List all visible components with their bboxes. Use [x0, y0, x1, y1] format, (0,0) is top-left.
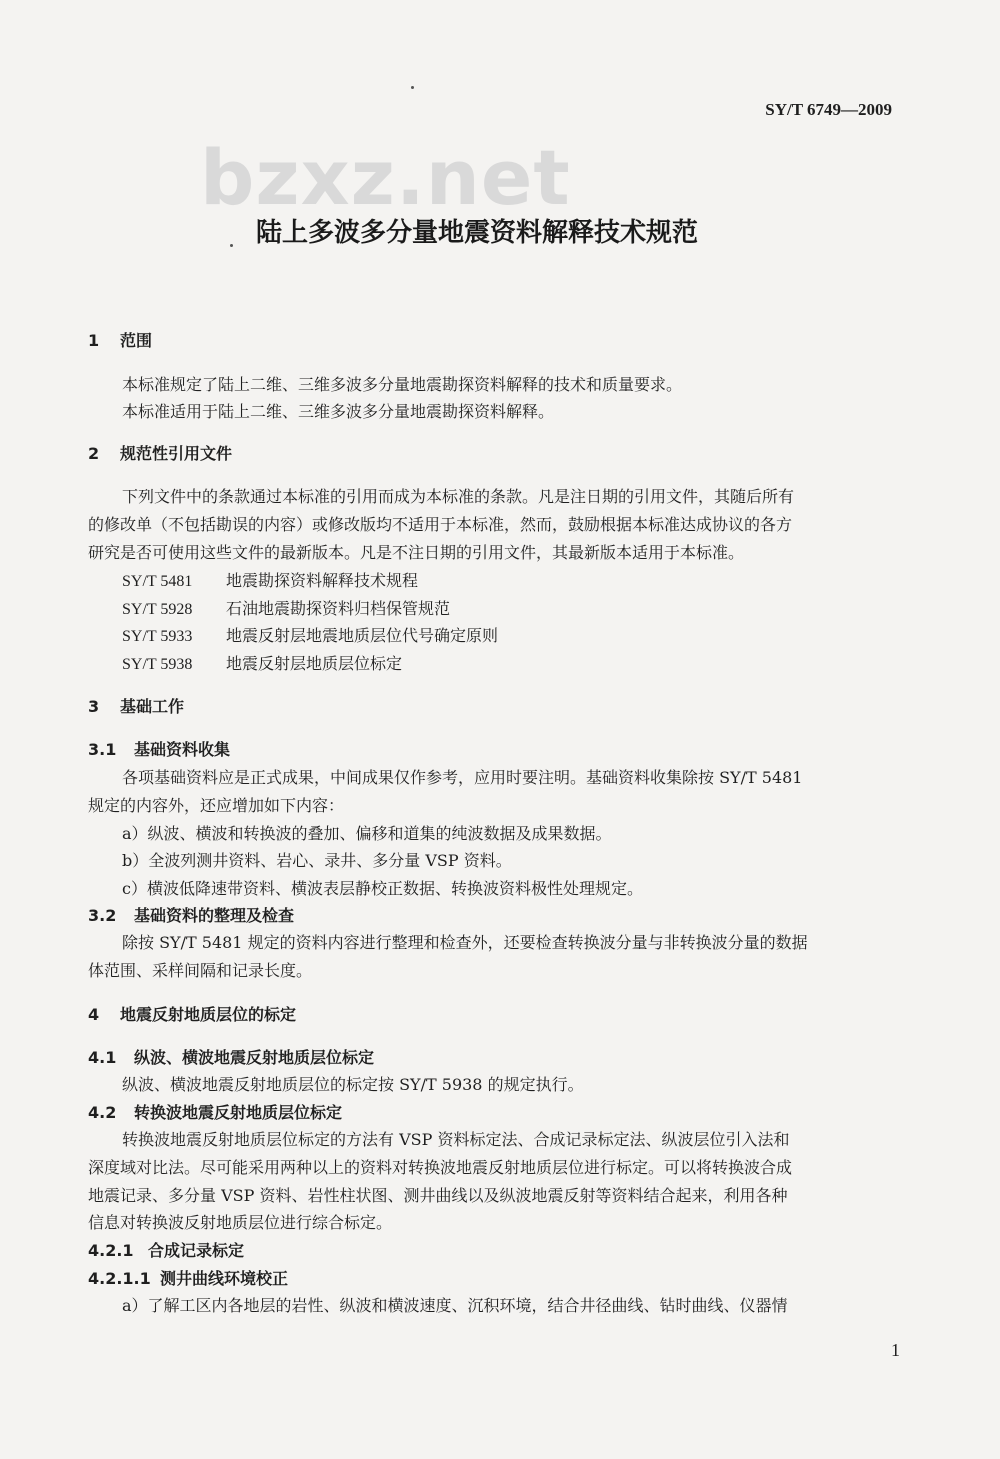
- section-number: 3: [88, 697, 100, 716]
- paragraph-line: 深度域对比法。尽可能采用两种以上的资料对转换波地震反射地质层位进行标定。可以将转换波合成: [88, 1158, 793, 1177]
- reference-item: [122, 651, 402, 674]
- section-title: 地震反射地质层位的标定: [120, 1005, 297, 1024]
- scan-speck: [230, 244, 233, 247]
- section-2-heading: [88, 441, 232, 464]
- reference-item: [122, 596, 450, 619]
- list-item: b）全波列测井资料、岩心、录井、多分量 VSP 资料。: [122, 851, 512, 870]
- list-item: a）了解工区内各地层的岩性、纵波和横波速度、沉积环境，结合井径曲线、钻时曲线、仪器情: [122, 1296, 788, 1315]
- subsection-number: 3.2: [88, 906, 117, 925]
- watermark: bzxz.net: [200, 133, 571, 222]
- reference-code: SY/T 5481: [122, 573, 193, 590]
- section-3-heading: [88, 694, 184, 717]
- paragraph: 本标准规定了陆上二维、三维多波多分量地震勘探资料解释的技术和质量要求。: [122, 375, 683, 394]
- subsection-4-2-1-heading: [88, 1238, 244, 1261]
- paragraph-line: 纵波、横波地震反射地质层位的标定按 SY/T 5938 的规定执行。: [122, 1075, 584, 1094]
- section-title: 基础工作: [120, 697, 185, 716]
- standard-code: SY/T 6749—2009: [765, 100, 892, 119]
- page-number: 1: [891, 1340, 900, 1360]
- subsection-number: 3.1: [88, 740, 117, 759]
- paragraph-line: 规定的内容外，还应增加如下内容：: [88, 796, 345, 815]
- subsection-title: 基础资料收集: [134, 740, 231, 759]
- reference-title: 地震反射层地质层位标定: [226, 654, 403, 673]
- paragraph-line: 研究是否可使用这些文件的最新版本。凡是不注日期的引用文件，其最新版本适用于本标准。: [88, 543, 745, 562]
- reference-title: 石油地震勘探资料归档保管规范: [226, 599, 451, 618]
- paragraph-line: 下列文件中的条款通过本标准的引用而成为本标准的条款。凡是注日期的引用文件，其随后所有: [122, 487, 795, 506]
- scan-speck: [411, 86, 414, 89]
- subsection-3-1-heading: [88, 737, 230, 760]
- subsection-title: 转换波地震反射地质层位标定: [134, 1103, 343, 1122]
- section-title: 范围: [120, 331, 153, 350]
- section-number: 4: [88, 1005, 100, 1024]
- subsection-title: 基础资料的整理及检查: [134, 906, 295, 925]
- reference-item: [122, 568, 418, 591]
- subsection-3-2-heading: [88, 903, 294, 926]
- paragraph: 本标准适用于陆上二维、三维多波多分量地震勘探资料解释。: [122, 402, 555, 421]
- paragraph-line: 信息对转换波反射地质层位进行综合标定。: [88, 1213, 393, 1232]
- subsection-4-2-1-1-heading: [88, 1266, 288, 1289]
- paragraph-line: 除按 SY/T 5481 规定的资料内容进行整理和检查外，还要检查转换波分量与非转换波分量的数据: [122, 933, 808, 952]
- subsection-4-1-heading: [88, 1045, 374, 1068]
- subsection-number: 4.2.1: [88, 1241, 134, 1260]
- reference-code: SY/T 5928: [122, 601, 193, 618]
- subsection-number: 4.1: [88, 1048, 117, 1067]
- paragraph-line: 体范围、采样间隔和记录长度。: [88, 961, 313, 980]
- reference-item: [122, 623, 498, 646]
- document-title: 陆上多波多分量地震资料解释技术规范: [256, 218, 699, 248]
- paragraph-line: 转换波地震反射地质层位标定的方法有 VSP 资料标定法、合成记录标定法、纵波层位引入法和: [122, 1130, 790, 1149]
- paragraph-line: 地震记录、多分量 VSP 资料、岩性柱状图、测井曲线以及纵波地震反射等资料结合起来，利用各种: [88, 1186, 788, 1205]
- paragraph-line: 各项基础资料应是正式成果，中间成果仅作参考，应用时要注明。基础资料收集除按 SY/T 5481: [122, 768, 803, 787]
- section-1-heading: [88, 328, 152, 351]
- section-number: 1: [88, 331, 100, 350]
- reference-code: SY/T 5933: [122, 628, 193, 645]
- subsection-4-2-heading: [88, 1100, 342, 1123]
- reference-code: SY/T 5938: [122, 656, 193, 673]
- list-item: c）横波低降速带资料、横波表层静校正数据、转换波资料极性处理规定。: [122, 879, 643, 898]
- reference-title: 地震反射层地震地质层位代号确定原则: [226, 626, 499, 645]
- subsection-title: 纵波、横波地震反射地质层位标定: [134, 1048, 375, 1067]
- paragraph-line: 的修改单（不包括勘误的内容）或修改版均不适用于本标准，然而，鼓励根据本标准达成协议的各方: [88, 515, 793, 534]
- subsection-title: 测井曲线环境校正: [160, 1269, 289, 1288]
- section-number: 2: [88, 444, 100, 463]
- list-item: a）纵波、横波和转换波的叠加、偏移和道集的纯波数据及成果数据。: [122, 824, 612, 843]
- section-4-heading: [88, 1002, 296, 1025]
- section-title: 规范性引用文件: [120, 444, 233, 463]
- subsection-title: 合成记录标定: [148, 1241, 245, 1260]
- reference-title: 地震勘探资料解释技术规程: [226, 571, 419, 590]
- subsection-number: 4.2.1.1: [88, 1269, 151, 1288]
- subsection-number: 4.2: [88, 1103, 117, 1122]
